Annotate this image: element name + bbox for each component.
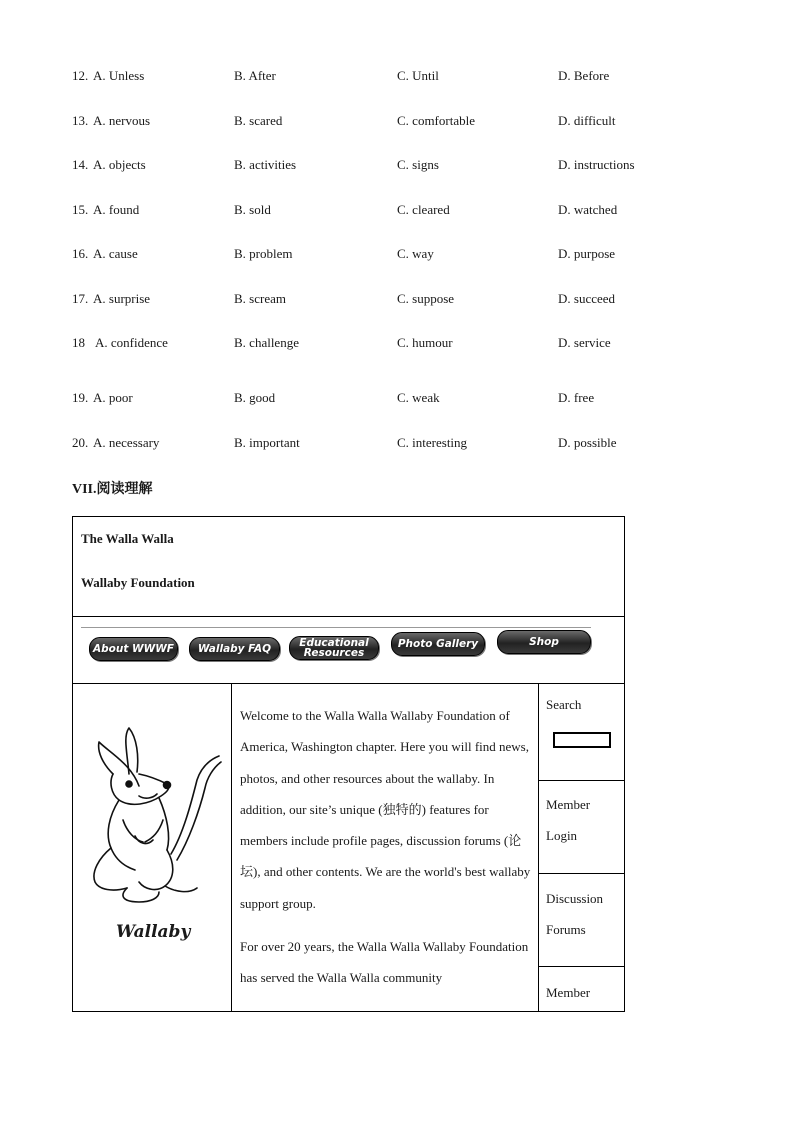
search-cell: [539, 684, 625, 781]
option-b: B. good: [234, 390, 276, 405]
option-b: B. sold: [234, 202, 271, 217]
option-d: D. instructions: [558, 157, 635, 172]
option-d: D. difficult: [558, 113, 616, 128]
question-row: [72, 246, 712, 266]
nav-resources-button[interactable]: Educational Resources: [289, 636, 379, 660]
option-c: C. comfortable: [397, 113, 475, 128]
search-input[interactable]: [553, 732, 611, 748]
question-row: [72, 291, 712, 311]
question-row: [72, 335, 712, 355]
option-c: C. humour: [397, 335, 453, 350]
option-c: C. interesting: [397, 435, 468, 450]
option-d: D. free: [558, 390, 595, 405]
question-number: 18: [72, 335, 85, 350]
option-c: C. weak: [397, 390, 440, 405]
nav-divider: [81, 627, 591, 628]
option-d: D. Before: [558, 68, 610, 83]
option-b: B. challenge: [234, 335, 299, 350]
nav-about-button[interactable]: About WWWF: [89, 637, 178, 661]
option-c: C. way: [397, 246, 434, 261]
sidebar: [539, 684, 626, 1011]
question-number: 15.: [72, 202, 89, 217]
wallaby-caption: Wallaby: [116, 922, 191, 942]
discussion-forums-cell: [539, 874, 625, 967]
search-label: Search: [546, 697, 582, 712]
option-a: A. necessary: [93, 435, 160, 450]
site-nav: [73, 617, 624, 684]
question-row: [72, 157, 712, 177]
website-screenshot: [72, 516, 625, 1012]
member-cell: [539, 967, 625, 1011]
member-login-link[interactable]: Member Login: [546, 797, 591, 843]
option-d: D. succeed: [558, 291, 616, 306]
option-a: A. cause: [93, 246, 138, 261]
question-row: [72, 390, 712, 410]
option-b: B. scream: [234, 291, 286, 306]
option-a: A. surprise: [93, 291, 151, 306]
option-a: A. objects: [93, 157, 146, 172]
option-b: B. problem: [234, 246, 293, 261]
option-b: B. scared: [234, 113, 283, 128]
question-number: 12.: [72, 68, 89, 83]
welcome-paragraph: Welcome to the Walla Walla Wallaby Foundation of America, Washington chapter. Here you will find news, photos, and other resources about the wallaby. In addition, our site’s unique (独特的) features for members include profile pages, discussion forums (论坛), and other contents. We are the world's best wallaby support group.: [240, 708, 531, 911]
option-a: A. confidence: [95, 335, 168, 350]
question-row: [72, 202, 712, 222]
option-c: C. cleared: [397, 202, 450, 217]
site-title-line2: Wallaby Foundation: [81, 575, 195, 590]
site-title-line1: The Walla Walla: [81, 531, 174, 546]
option-a: A. poor: [93, 390, 133, 405]
section-title: VII.阅读理解: [72, 482, 153, 497]
option-b: B. After: [234, 68, 276, 83]
wallaby-illustration: [79, 724, 229, 924]
nav-faq-button[interactable]: Wallaby FAQ: [189, 637, 280, 661]
option-d: D. purpose: [558, 246, 616, 261]
option-c: C. Until: [397, 68, 439, 83]
question-number: 16.: [72, 246, 89, 261]
member-login-cell: [539, 781, 625, 874]
option-a: A. found: [93, 202, 140, 217]
history-paragraph: For over 20 years, the Walla Walla Wallaby Foundation has served the Walla Walla community: [240, 939, 529, 986]
option-c: C. signs: [397, 157, 439, 172]
question-row: [72, 435, 712, 455]
option-d: D. service: [558, 335, 611, 350]
option-d: D. possible: [558, 435, 617, 450]
welcome-text-column: [232, 684, 539, 1011]
option-c: C. suppose: [397, 291, 455, 306]
question-number: 14.: [72, 157, 89, 172]
option-b: B. activities: [234, 157, 297, 172]
nav-shop-button[interactable]: Shop: [497, 630, 591, 654]
question-number: 20.: [72, 435, 89, 450]
question-number: 17.: [72, 291, 89, 306]
site-header: [73, 517, 624, 617]
question-number: 19.: [72, 390, 89, 405]
question-row: [72, 113, 712, 133]
discussion-forums-link[interactable]: Discussion Forums: [546, 891, 604, 937]
member-link[interactable]: Member: [546, 985, 591, 1000]
option-a: A. Unless: [93, 68, 145, 83]
question-number: 13.: [72, 113, 89, 128]
option-d: D. watched: [558, 202, 618, 217]
option-a: A. nervous: [93, 113, 151, 128]
nav-gallery-button[interactable]: Photo Gallery: [391, 632, 485, 656]
image-column: [73, 684, 232, 1011]
option-b: B. important: [234, 435, 300, 450]
question-row: [72, 68, 712, 88]
